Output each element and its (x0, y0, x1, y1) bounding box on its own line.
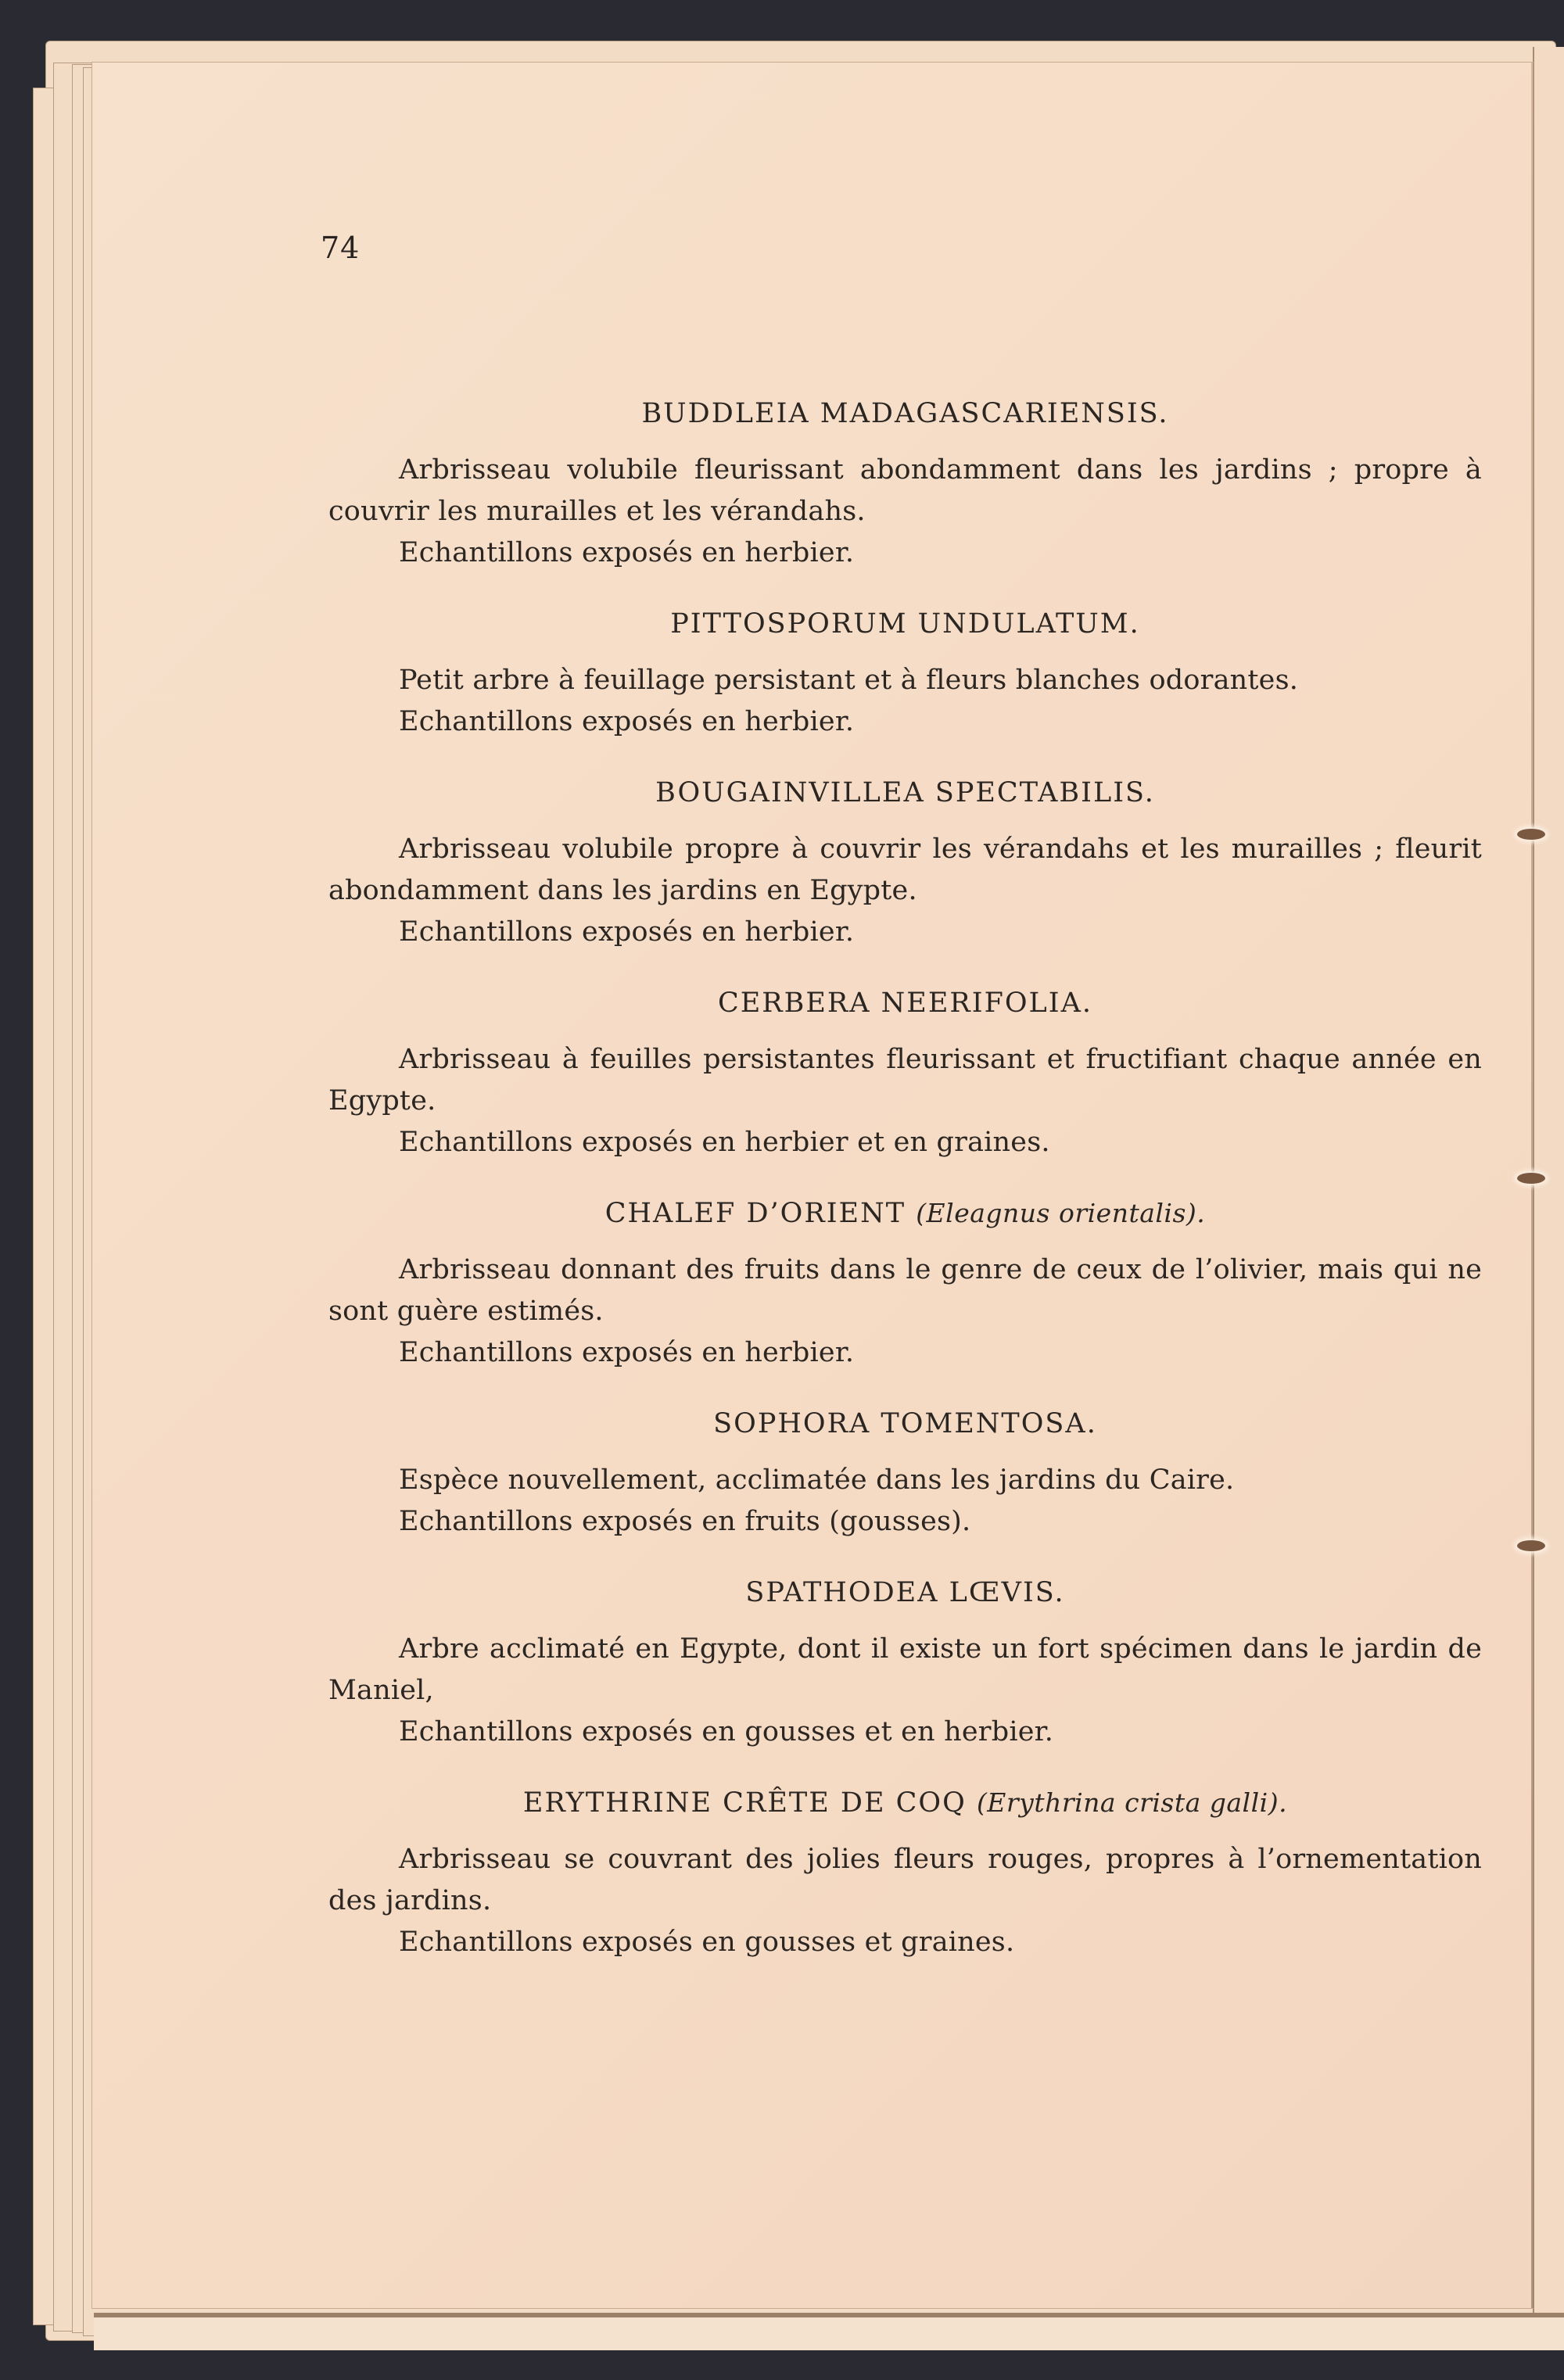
entry-samples: Echantillons exposés en herbier. (399, 1337, 855, 1368)
entry-title (328, 1195, 1482, 1232)
binding-stitch-icon (1517, 1173, 1545, 1184)
entry-title (328, 1405, 1482, 1443)
entry-title-text: SOPHORA TOMENTOSA. (713, 1408, 1097, 1439)
entry-title-text: BOUGAINVILLEA SPECTABILIS. (655, 777, 1155, 808)
entry-title-text: PITTOSPORUM UNDULATUM. (670, 608, 1140, 640)
entry-sophora (328, 1405, 1482, 1543)
entry-pittosporum (328, 605, 1482, 743)
bottom-page-edge (94, 2313, 1564, 2350)
entry-description: Arbrisseau donnant des fruits dans le genre de ceux de l’olivier, mais qui ne sont guère estimés. (328, 1254, 1482, 1327)
entry-title (328, 605, 1482, 643)
entry-latin-name: (Erythrina crista galli). (976, 1787, 1288, 1818)
entry-description: Arbrisseau volubile propre à couvrir les vérandahs et les murailles ; fleurit abondamment dans les jardins en Egypte. (328, 833, 1482, 906)
entry-description: Arbrisseau volubile fleurissant abondamment dans les jardins ; propre à couvrir les murailles et les vérandahs. (328, 454, 1482, 527)
entry-bougainvillea (328, 774, 1482, 953)
entry-erythrine (328, 1784, 1482, 1963)
entry-cerbera (328, 984, 1482, 1163)
binding-fold (1531, 63, 1534, 2308)
page-number: 74 (321, 231, 361, 265)
entry-title (328, 1784, 1482, 1822)
facing-page-edge (1533, 47, 1564, 2330)
entry-description: Arbrisseau à feuilles persistantes fleurissant et fructifiant chaque année en Egypte. (328, 1044, 1482, 1117)
entry-description: Espèce nouvellement, acclimatée dans les jardins du Caire. (399, 1464, 1235, 1496)
entry-description: Arbrisseau se couvrant des jolies fleurs rouges, propres à l’ornementation des jardins. (328, 1844, 1482, 1916)
entry-spathodea (328, 1574, 1482, 1753)
entry-title (328, 984, 1482, 1022)
entry-title-text: SPATHODEA LŒVIS. (745, 1577, 1065, 1608)
entry-samples: Echantillons exposés en herbier et en graines. (399, 1127, 1050, 1158)
entry-title (328, 395, 1482, 432)
page-content (328, 395, 1482, 1963)
entry-title (328, 774, 1482, 812)
binding-stitch-icon (1517, 1540, 1545, 1551)
entry-buddleia (328, 395, 1482, 574)
entry-samples: Echantillons exposés en herbier. (399, 706, 855, 737)
entry-samples: Echantillons exposés en herbier. (399, 916, 855, 948)
entry-title-text: CHALEF D’ORIENT (604, 1198, 906, 1229)
book-page (92, 63, 1533, 2308)
entry-title-text: CERBERA NEERIFOLIA. (717, 987, 1093, 1019)
entry-samples: Echantillons exposés en fruits (gousses). (399, 1506, 971, 1537)
entry-samples: Echantillons exposés en gousses et en herbier. (399, 1716, 1054, 1747)
entry-description: Arbre acclimaté en Egypte, dont il existe un fort spécimen dans le jardin de Maniel, (328, 1633, 1482, 1706)
entry-description: Petit arbre à feuillage persistant et à fleurs blanches odorantes. (399, 665, 1299, 696)
entry-samples: Echantillons exposés en gousses et graines. (399, 1927, 1015, 1958)
entry-title-text: ERYTHRINE CRÊTE DE COQ (522, 1787, 967, 1819)
entry-samples: Echantillons exposés en herbier. (399, 537, 855, 568)
binding-stitch-icon (1517, 829, 1545, 840)
entry-latin-name: (Eleagnus orientalis). (916, 1198, 1206, 1228)
entry-title (328, 1574, 1482, 1611)
entry-chalef (328, 1195, 1482, 1374)
entry-title-text: BUDDLEIA MADAGASCARIENSIS. (641, 398, 1169, 429)
